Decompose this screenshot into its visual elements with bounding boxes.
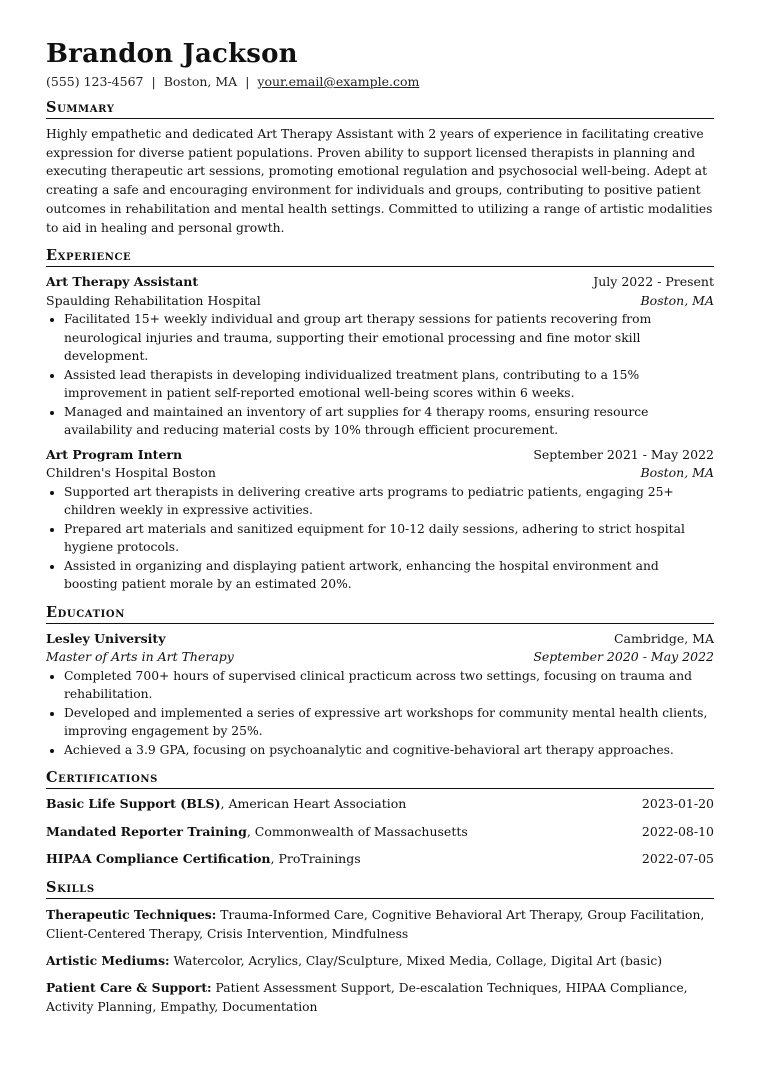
location: Boston, MA [163, 74, 238, 89]
job-header [46, 273, 714, 292]
certification-row [46, 823, 714, 842]
certification-issuer: , Commonwealth of Massachusetts [246, 823, 468, 839]
summary-text: Highly empathetic and dedicated Art Therapy Assistant with 2 years of experience in facilitating creative expression for diverse patient populations. Proven ability to support licensed therapists in planning and executing therapeutic art sessions, promoting emotional regulation and psychosocial well-being. Adept at creating a safe and encouraging environment for individuals and groups, contributing to positive patient outcomes in rehabilitation and mental health settings. Committed to utilizing a range of artistic modalities to aid in healing and personal growth. [46, 127, 713, 235]
certification-text [46, 823, 468, 842]
job-role: Art Program Intern [46, 446, 183, 462]
school-location: Cambridge, MA [613, 630, 714, 646]
contact-separator: | [245, 74, 250, 89]
list-item: • Assisted in organizing and displaying patient artwork, enhancing the hospital environment and boosting patient morale by an estimated 20%. [64, 557, 714, 594]
job-bullets [46, 483, 714, 594]
degree-dates: September 2020 - May 2022 [533, 649, 714, 665]
job-entry [46, 446, 714, 594]
skill-group-items: Patient Assessment Support, De-escalation Techniques, HIPAA Compliance, Activity Planning, Empathy, Documentation [46, 980, 688, 1014]
candidate-name: Brandon Jackson [46, 39, 298, 69]
skill-group-label: Therapeutic Techniques: [46, 906, 217, 922]
phone-number: (555) 123-4567 [46, 74, 144, 89]
certification-row [46, 850, 714, 869]
degree-name: Master of Arts in Art Therapy [46, 649, 234, 665]
certification-issuer: , ProTrainings [270, 851, 361, 867]
list-item: • Prepared art materials and sanitized equipment for 10-12 daily sessions, adhering to strict hospital hygiene protocols. [64, 520, 714, 557]
job-dates: July 2022 - Present [593, 274, 714, 290]
list-item: • Assisted lead therapists in developing individualized treatment plans, contributing to a 15% improvement in patient self-reported emotional well-being scores within 6 weeks. [64, 366, 714, 403]
job-location: Boston, MA [640, 292, 714, 308]
certification-date: 2023-01-20 [641, 796, 714, 812]
email-link[interactable]: your.email@example.com [257, 74, 420, 89]
school-name: Lesley University [46, 630, 166, 646]
certification-text [46, 795, 406, 814]
certification-row [46, 795, 714, 814]
skill-group-label: Patient Care & Support: [46, 979, 212, 995]
skill-group-label: Artistic Mediums: [46, 952, 170, 968]
job-org: Children's Hospital Boston [46, 465, 216, 481]
skill-group [46, 905, 714, 944]
skill-group-items: Watercolor, Acrylics, Clay/Sculpture, Mixed Media, Collage, Digital Art (basic) [169, 953, 663, 968]
skill-group-items: Trauma-Informed Care, Cognitive Behavioral Art Therapy, Group Facilitation, Client-Centered Therapy, Crisis Intervention, Mindfulness [46, 907, 705, 941]
section-title-certifications: Certifications [46, 769, 714, 789]
certification-name: Basic Life Support (BLS) [46, 796, 221, 812]
skills-section [46, 879, 714, 1017]
certifications-section [46, 769, 714, 869]
job-org-row [46, 464, 714, 483]
job-entry [46, 273, 714, 440]
section-title-skills: Skills [46, 879, 714, 899]
certification-name: Mandated Reporter Training [46, 823, 247, 839]
skill-group [46, 951, 714, 971]
job-location: Boston, MA [640, 465, 714, 481]
education-section [46, 604, 714, 760]
certification-name: HIPAA Compliance Certification [46, 851, 271, 867]
job-org: Spaulding Rehabilitation Hospital [46, 292, 261, 308]
contact-separator: | [151, 74, 156, 89]
job-dates: September 2021 - May 2022 [533, 446, 714, 462]
list-item: • Achieved a 3.9 GPA, focusing on psychoanalytic and cognitive-behavioral art therapy approaches. [64, 741, 714, 760]
certification-date: 2022-08-10 [641, 823, 714, 839]
job-role: Art Therapy Assistant [46, 274, 199, 290]
section-title-experience: Experience [46, 247, 714, 267]
education-header [46, 630, 714, 649]
degree-row [46, 648, 714, 667]
list-item: • Supported art therapists in delivering creative arts programs to pediatric patients, engaging 25+ children weekly in expressive activities. [64, 483, 714, 520]
list-item: • Managed and maintained an inventory of art supplies for 4 therapy rooms, ensuring resource availability and reducing material costs by 10% through efficient procurement. [64, 403, 714, 440]
job-org-row [46, 292, 714, 311]
education-bullets [46, 667, 714, 760]
certification-issuer: , American Heart Association [220, 796, 407, 812]
job-bullets [46, 310, 714, 440]
contact-line [46, 74, 714, 89]
list-item: • Completed 700+ hours of supervised clinical practicum across two settings, focusing on trauma and rehabilitation. [64, 667, 714, 704]
job-header [46, 446, 714, 465]
summary-section [46, 99, 714, 237]
section-title-summary: Summary [46, 99, 714, 119]
skill-group [46, 978, 714, 1017]
experience-section [46, 247, 714, 594]
certification-date: 2022-07-05 [641, 851, 714, 867]
list-item: • Developed and implemented a series of expressive art workshops for community mental health clients, improving engagement by 25%. [64, 704, 714, 741]
certification-text [46, 850, 361, 869]
list-item: • Facilitated 15+ weekly individual and group art therapy sessions for patients recovering from neurological injuries and trauma, supporting their emotional processing and fine motor skill development. [64, 310, 714, 366]
section-title-education: Education [46, 604, 714, 624]
